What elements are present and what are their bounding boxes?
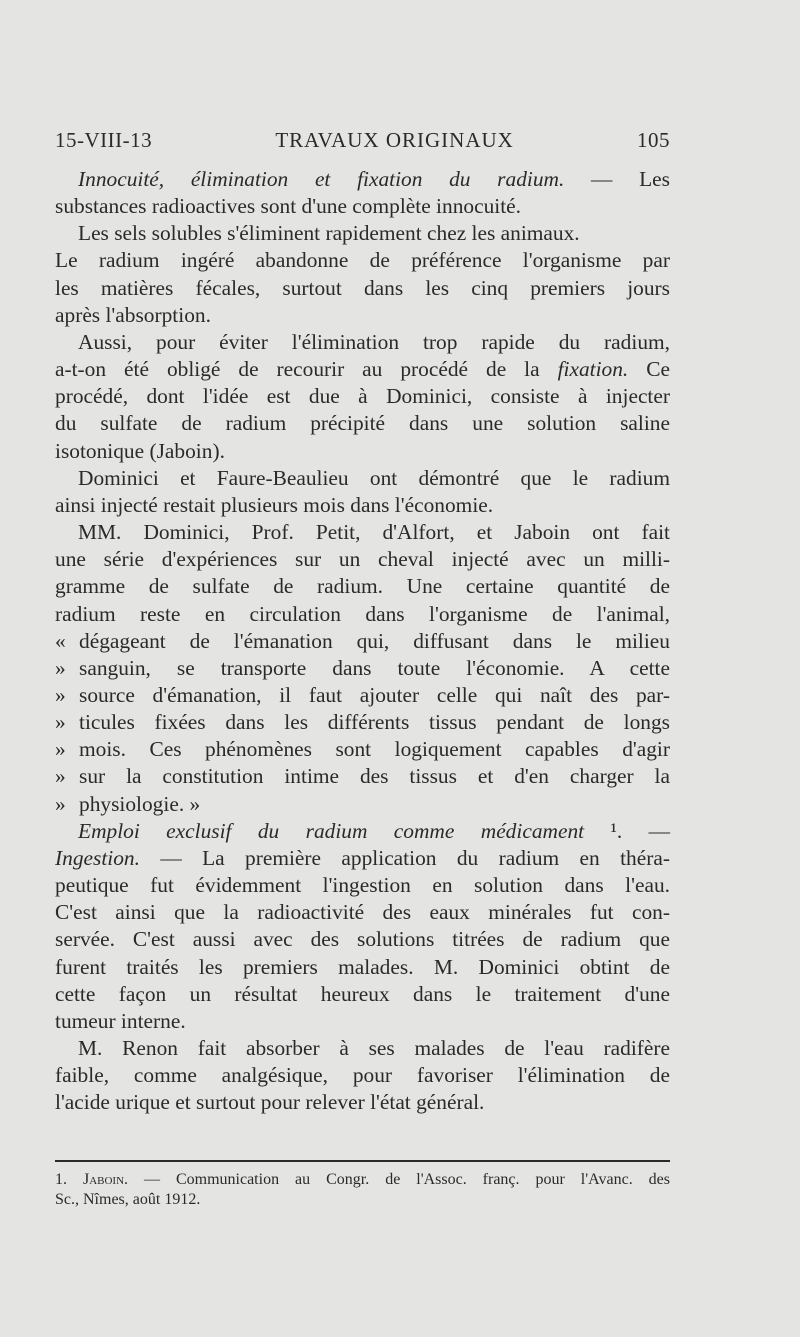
italic-heading: Emploi exclusif du radium comme médicament xyxy=(78,818,585,843)
footnote-line: Sc., Nîmes, août 1912. xyxy=(55,1191,201,1208)
line-text: sanguin, se transporte dans toute l'économie. A cette xyxy=(79,655,670,680)
text-line xyxy=(55,1008,670,1035)
text-line xyxy=(55,655,670,682)
section-title: TRAVAUX ORIGINAUX xyxy=(275,128,514,152)
text-line xyxy=(55,601,670,628)
text-line xyxy=(55,1089,670,1116)
line-text: physiologie. » xyxy=(79,791,201,816)
line-text: tumeur interne. xyxy=(55,1008,186,1033)
text-line xyxy=(55,954,670,981)
text-line xyxy=(55,709,670,736)
line-text: — La première application du radium en théra- xyxy=(139,845,670,870)
footnote-line xyxy=(55,1170,670,1190)
line-text: peutique fut évidemment l'ingestion en solution dans l'eau. xyxy=(55,873,670,898)
italic-heading: fixation. xyxy=(557,357,629,382)
italic-heading: Innocuité, élimination et fixation du radium. xyxy=(78,167,565,191)
text-line xyxy=(55,736,670,763)
text-line xyxy=(55,926,670,953)
line-text: MM. Dominici, Prof. Petit, d'Alfort, et Jaboin ont fait xyxy=(78,520,670,545)
line-text: substances radioactives sont d'une complète innocuité. xyxy=(55,194,521,219)
footnote-author: Jaboin. xyxy=(82,1171,129,1188)
footnote xyxy=(55,1170,670,1210)
italic-heading: Ingestion. xyxy=(55,845,140,870)
quote-mark: » xyxy=(55,764,66,789)
text-line xyxy=(55,329,670,356)
line-text: du sulfate de radium précipité dans une solution saline xyxy=(55,411,670,436)
text-line xyxy=(55,410,670,437)
footnote-number: 1. xyxy=(55,1171,67,1188)
line-text: cette façon un résultat heureux dans le traitement d'une xyxy=(55,981,670,1006)
line-text: une série d'expériences sur un cheval injecté avec un milli- xyxy=(55,547,670,572)
line-text: Ce xyxy=(628,357,670,382)
text-line xyxy=(55,438,670,465)
footnote-text: — Communication au Congr. de l'Assoc. franç. pour l'Avanc. des xyxy=(128,1171,670,1188)
text-line xyxy=(55,981,670,1008)
line-text: dégageant de l'émanation qui, diffusant dans le milieu xyxy=(79,628,670,653)
line-text: radium reste en circulation dans l'organisme de l'animal, xyxy=(55,601,670,626)
line-text: gramme de sulfate de radium. Une certaine quantité de xyxy=(55,574,670,599)
text-line xyxy=(55,519,670,546)
quote-mark: » xyxy=(55,655,66,680)
text-line xyxy=(55,492,670,519)
text-line xyxy=(55,872,670,899)
line-text: source d'émanation, il faut ajouter celle qui naît des par- xyxy=(79,682,670,707)
text-line xyxy=(55,166,670,193)
text-line xyxy=(55,356,670,383)
text-line xyxy=(55,275,670,302)
text-line xyxy=(55,1062,670,1089)
line-text: Les sels solubles s'éliminent rapidement chez les animaux. xyxy=(78,221,580,246)
text-line xyxy=(55,899,670,926)
line-text: procédé, dont l'idée est due à Dominici, consiste à injecter xyxy=(55,384,670,409)
line-text: ainsi injecté restait plusieurs mois dans l'économie. xyxy=(55,492,494,517)
line-text: C'est ainsi que la radioactivité des eaux minérales fut con- xyxy=(55,900,670,925)
text-line xyxy=(55,791,670,818)
line-text: ticules fixées dans les différents tissus pendant de longs xyxy=(79,710,670,735)
page-number: 105 xyxy=(637,128,670,152)
line-text: Le radium ingéré abandonne de préférence l'organisme par xyxy=(55,248,670,273)
text-line xyxy=(55,546,670,573)
line-text: — Les xyxy=(564,167,670,191)
line-text: faible, comme analgésique, pour favoriser l'élimination de xyxy=(55,1063,670,1088)
text-line xyxy=(55,682,670,709)
text-line xyxy=(55,302,670,329)
text-line xyxy=(55,220,670,247)
text-line xyxy=(55,818,670,845)
line-text: les matières fécales, surtout dans les cinq premiers jours xyxy=(55,275,670,300)
text-line xyxy=(55,247,670,274)
text-line xyxy=(55,628,670,655)
line-text: Aussi, pour éviter l'élimination trop rapide du radium, xyxy=(78,329,670,354)
line-text: Dominici et Faure-Beaulieu ont démontré que le radium xyxy=(78,465,670,490)
text-line xyxy=(55,193,670,220)
line-text: a-t-on été obligé de recourir au procédé de la xyxy=(55,357,558,382)
quote-mark: » xyxy=(55,791,66,816)
line-text: après l'absorption. xyxy=(55,302,211,327)
quote-mark: « xyxy=(55,628,66,653)
line-text: mois. Ces phénomènes sont logiquement capables d'agir xyxy=(79,737,670,762)
text-line xyxy=(55,1035,670,1062)
line-text: isotonique (Jaboin). xyxy=(55,438,225,463)
text-line xyxy=(55,573,670,600)
issue-date: 15-VIII-13 xyxy=(55,128,153,152)
quote-mark: » xyxy=(55,682,66,707)
line-text: furent traités les premiers malades. M. Dominici obtint de xyxy=(55,954,670,979)
footnote-rule xyxy=(55,1160,670,1162)
text-line xyxy=(55,845,670,872)
line-text: M. Renon fait absorber à ses malades de l'eau radifère xyxy=(78,1036,670,1060)
quote-mark: » xyxy=(55,710,66,735)
quote-mark: » xyxy=(55,737,66,762)
text-line xyxy=(55,465,670,492)
body-text xyxy=(55,166,670,1116)
text-line xyxy=(55,383,670,410)
running-header xyxy=(55,128,670,153)
line-text: ¹. — xyxy=(584,818,670,843)
text-line xyxy=(55,763,670,790)
line-text: sur la constitution intime des tissus et d'en charger la xyxy=(79,764,670,789)
line-text: l'acide urique et surtout pour relever l'état général. xyxy=(55,1090,485,1115)
line-text: servée. C'est aussi avec des solutions titrées de radium que xyxy=(55,927,670,952)
